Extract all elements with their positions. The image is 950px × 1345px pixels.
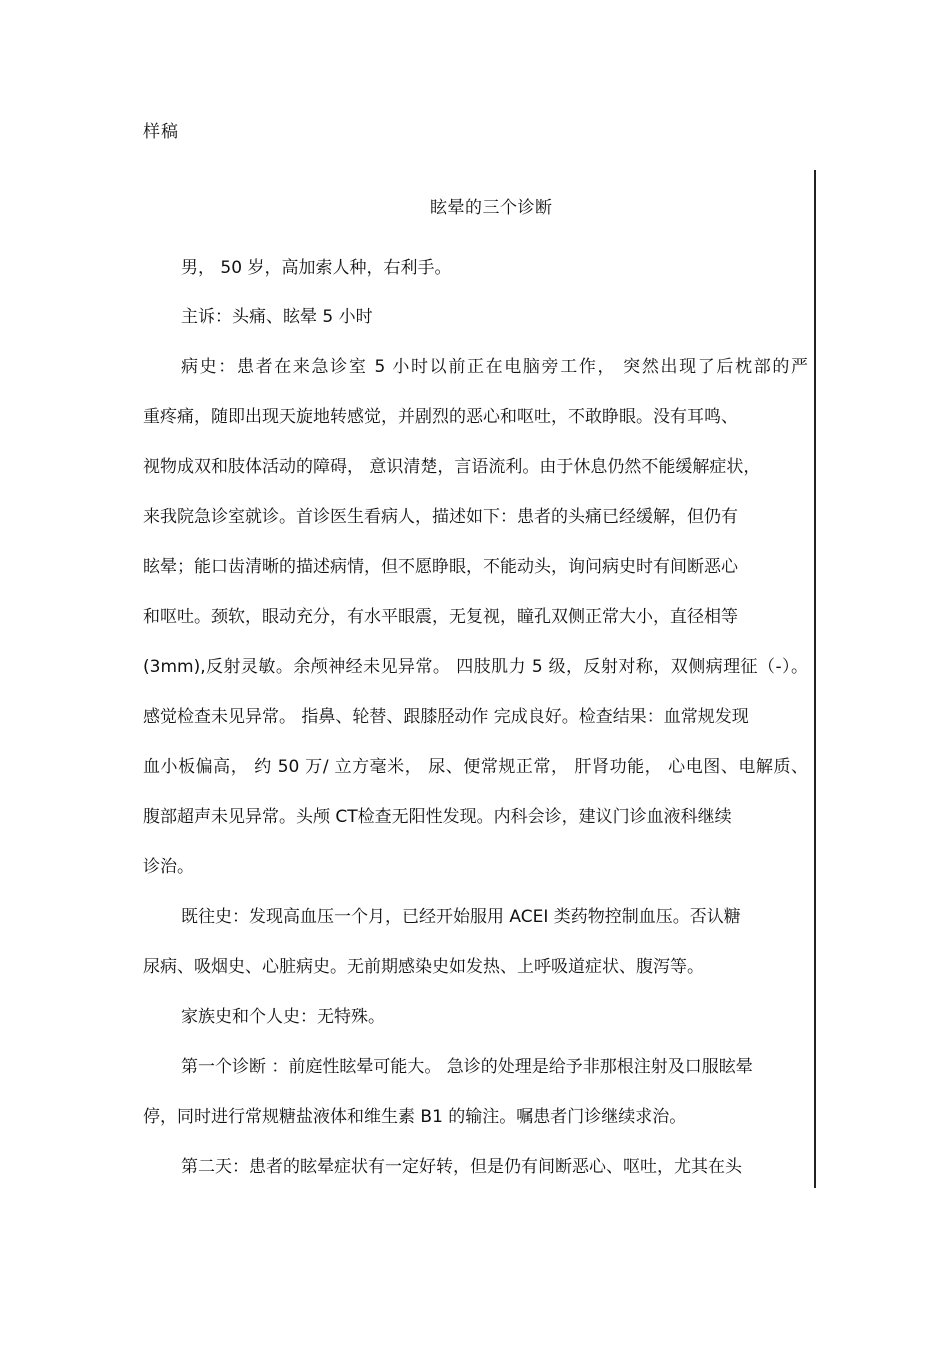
body-line: 重疼痛，随即出现天旋地转感觉，并剧烈的恶心和呕吐，不敢睁眼。没有耳鸣、 (143, 407, 738, 427)
margin-rule (814, 170, 816, 1188)
body-line: 病史：患者在来急诊室 5 小时以前正在电脑旁工作， 突然出现了后枕部的严 (181, 357, 808, 377)
body-line: 感觉检查未见异常。 指鼻、轮替、跟膝胫动作 完成良好。检查结果：血常规发现 (143, 707, 749, 727)
body-line: 和呕吐。颈软，眼动充分，有水平眼震，无复视，瞳孔双侧正常大小，直径相等 (143, 607, 738, 627)
body-line: 视物成双和肢体活动的障碍， 意识清楚，言语流利。由于休息仍然不能缓解症状， (143, 457, 761, 477)
body-line: 诊治。 (143, 857, 194, 877)
body-line: 腹部超声未见异常。头颅 CT检查无阳性发现。内科会诊，建议门诊血液科继续 (143, 807, 732, 827)
body-line: 眩晕；能口齿清晰的描述病情，但不愿睁眼，不能动头，询问病史时有间断恶心 (143, 557, 738, 577)
body-line: 第二天：患者的眩晕症状有一定好转，但是仍有间断恶心、呕吐，尤其在头 (181, 1157, 742, 1177)
body-line: 主诉：头痛、眩晕 5 小时 (181, 307, 373, 327)
body-line: 第一个诊断 ：前庭性眩晕可能大。 急诊的处理是给予非那根注射及口服眩晕 (181, 1057, 753, 1077)
body-line: (3mm),反射灵敏。余颅神经未见异常。 四肢肌力 5 级，反射对称，双侧病理征（-）。 (143, 657, 808, 677)
document-title: 眩晕的三个诊断 (430, 198, 553, 218)
body-line: 血小板偏高， 约 50 万/ 立方毫米， 尿、便常规正常， 肝肾功能， 心电图、电解质、 (143, 757, 808, 777)
body-line: 停，同时进行常规糖盐液体和维生素 B1 的输注。嘱患者门诊继续求治。 (143, 1107, 687, 1127)
body-line: 尿病、吸烟史、心脏病史。无前期感染史如发热、上呼吸道症状、腹泻等。 (143, 957, 704, 977)
body-line: 男， 50 岁，高加索人种，右利手。 (181, 258, 452, 278)
body-line: 家族史和个人史：无特殊。 (181, 1007, 385, 1027)
body-line: 来我院急诊室就诊。首诊医生看病人，描述如下：患者的头痛已经缓解，但仍有 (143, 507, 738, 527)
header-label: 样稿 (143, 122, 179, 142)
body-line: 既往史：发现高血压一个月，已经开始服用 ACEI 类药物控制血压。否认糖 (181, 907, 741, 927)
